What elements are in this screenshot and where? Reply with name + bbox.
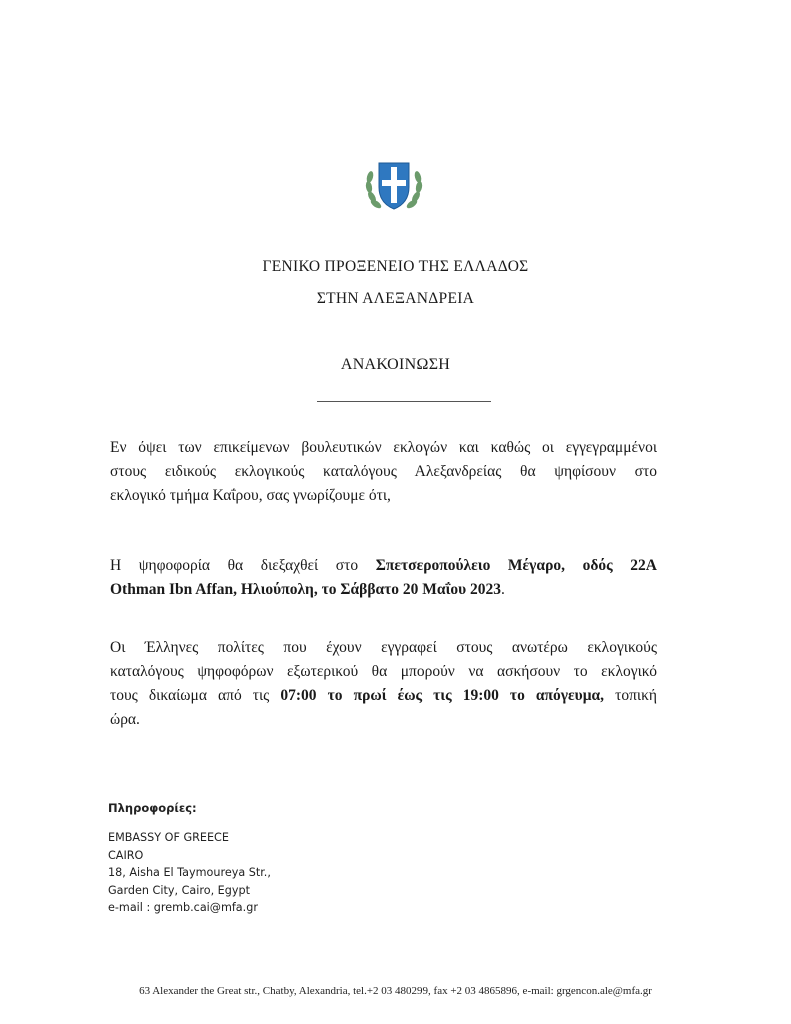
paragraph-line: καταλόγους ψηφοφόρων εξωτερικού θα μπορούν να ασκήσουν το εκλογικό: [110, 663, 657, 680]
text-segment: Η ψηφοφορία θα διεξαχθεί στο: [110, 557, 376, 574]
voting-hours-bold: 07:00 το πρωί έως τις 19:00 το απόγευμα,: [280, 687, 605, 704]
consulate-name-line-1: ΓΕΝΙΚΟ ΠΡΟΞΕΝΕΙΟ ΤΗΣ ΕΛΛΑΔΟΣ: [262, 258, 529, 275]
paragraph-line: [110, 578, 657, 602]
info-line: EMBASSY OF GREECE: [108, 831, 229, 844]
paragraph-line: [110, 554, 657, 578]
footer-address: 63 Alexander the Great str., Chatby, Alexandria, tel.+2 03 480299, fax +2 03 4865896, e-mail: grgencon.ale@mfa.gr: [139, 985, 652, 997]
paragraph-line: ώρα.: [110, 711, 140, 728]
paragraph-line: στους ειδικούς εκλογικούς καταλόγους Αλεξανδρείας θα ψηφίσουν στο: [110, 463, 657, 480]
contact-info-block: [108, 801, 271, 917]
info-line: 18, Aisha El Taymoureya Str.,: [108, 866, 271, 879]
info-title: Πληροφορίες:: [108, 801, 197, 815]
text-segment: τους δικαίωμα από τις: [110, 687, 281, 704]
title-divider: [317, 401, 491, 402]
announcement-title: ΑΝΑΚΟΙΝΩΣΗ: [340, 356, 451, 373]
paragraph-line: εκλογικό τμήμα Καΐρου, σας γνωρίζουμε ότι,: [110, 487, 391, 504]
paragraph-line: Οι Έλληνες πολίτες που έχουν εγγραφεί στους ανωτέρω εκλογικούς: [110, 639, 657, 656]
consulate-name-line-2: ΣΤΗΝ ΑΛΕΞΑΝΔΡΕΙΑ: [316, 290, 475, 307]
paragraph-voting-hours: [110, 636, 657, 732]
venue-date-bold: Othman Ibn Affan, Ηλιούπολη, το Σάββατο 20 Μαΐου 2023: [110, 581, 502, 598]
text-segment: τοπική: [604, 687, 657, 704]
greek-coat-of-arms-emblem: [363, 157, 425, 215]
paragraph-line: [110, 684, 657, 708]
paragraph-intro: [110, 436, 657, 508]
paragraph-line: Εν όψει των επικείμενων βουλευτικών εκλογών και καθώς οι εγγεγραμμένοι: [110, 439, 657, 456]
info-line: Garden City, Cairo, Egypt: [108, 883, 250, 897]
info-line: CAIRO: [108, 848, 144, 862]
paragraph-voting-location: [110, 554, 657, 602]
venue-address-bold: Σπετσεροπούλειο Μέγαρο, οδός 22Α: [375, 557, 657, 574]
text-segment: .: [501, 581, 505, 598]
info-email: e-mail : gremb.cai@mfa.gr: [108, 901, 258, 914]
